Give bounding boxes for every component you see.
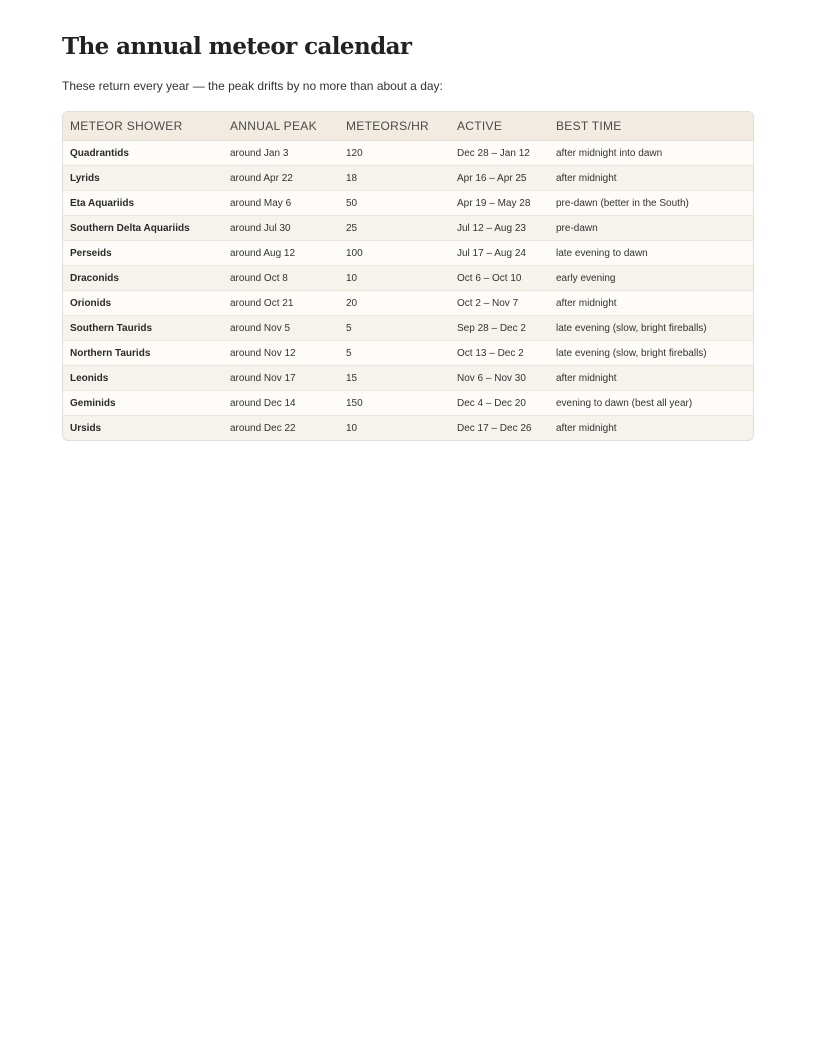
meteors-per-hour-cell: 10 — [339, 416, 450, 441]
best-time-cell: after midnight — [549, 366, 753, 391]
meteors-per-hour-cell: 150 — [339, 391, 450, 416]
best-time-cell: after midnight into dawn — [549, 141, 753, 166]
best-time-cell: after midnight — [549, 166, 753, 191]
table-row — [63, 366, 753, 391]
table-row — [63, 166, 753, 191]
annual-peak-cell: around May 6 — [223, 191, 339, 216]
best-time-cell: evening to dawn (best all year) — [549, 391, 753, 416]
table-row — [63, 341, 753, 366]
active-period-cell: Sep 28 – Dec 2 — [450, 316, 549, 341]
meteors-per-hour-cell: 25 — [339, 216, 450, 241]
annual-peak-cell: around Oct 8 — [223, 266, 339, 291]
annual-peak-cell: around Dec 22 — [223, 416, 339, 441]
table-row — [63, 391, 753, 416]
shower-name-cell: Draconids — [63, 266, 223, 291]
best-time-cell: early evening — [549, 266, 753, 291]
column-header-active: ACTIVE — [450, 112, 549, 141]
table-row — [63, 416, 753, 441]
annual-peak-cell: around Nov 5 — [223, 316, 339, 341]
meteors-per-hour-cell: 20 — [339, 291, 450, 316]
intro-text: These return every year — the peak drifts by no more than about a day: — [62, 79, 443, 93]
table-row — [63, 241, 753, 266]
meteor-calendar-table — [63, 112, 753, 440]
best-time-cell: after midnight — [549, 291, 753, 316]
meteors-per-hour-cell: 10 — [339, 266, 450, 291]
active-period-cell: Jul 12 – Aug 23 — [450, 216, 549, 241]
active-period-cell: Dec 4 – Dec 20 — [450, 391, 549, 416]
meteors-per-hour-cell: 5 — [339, 341, 450, 366]
meteors-per-hour-cell: 18 — [339, 166, 450, 191]
shower-name-cell: Geminids — [63, 391, 223, 416]
shower-name-cell: Perseids — [63, 241, 223, 266]
meteors-per-hour-cell: 120 — [339, 141, 450, 166]
active-period-cell: Apr 16 – Apr 25 — [450, 166, 549, 191]
active-period-cell: Dec 17 – Dec 26 — [450, 416, 549, 441]
annual-peak-cell: around Nov 12 — [223, 341, 339, 366]
table-header — [63, 112, 753, 141]
shower-name-cell: Southern Taurids — [63, 316, 223, 341]
table-row — [63, 266, 753, 291]
annual-peak-cell: around Apr 22 — [223, 166, 339, 191]
shower-name-cell: Orionids — [63, 291, 223, 316]
table-row — [63, 141, 753, 166]
meteors-per-hour-cell: 50 — [339, 191, 450, 216]
meteors-per-hour-cell: 100 — [339, 241, 450, 266]
column-header-best-time: BEST TIME — [549, 112, 753, 141]
best-time-cell: late evening to dawn — [549, 241, 753, 266]
best-time-cell: pre-dawn — [549, 216, 753, 241]
meteors-per-hour-cell: 5 — [339, 316, 450, 341]
annual-peak-cell: around Dec 14 — [223, 391, 339, 416]
annual-peak-cell: around Jan 3 — [223, 141, 339, 166]
annual-peak-cell: around Oct 21 — [223, 291, 339, 316]
table-body — [63, 141, 753, 441]
active-period-cell: Oct 6 – Oct 10 — [450, 266, 549, 291]
annual-peak-cell: around Aug 12 — [223, 241, 339, 266]
meteors-per-hour-cell: 15 — [339, 366, 450, 391]
shower-name-cell: Ursids — [63, 416, 223, 441]
column-header-meteors-per-hour: METEORS/HR — [339, 112, 450, 141]
annual-peak-cell: around Jul 30 — [223, 216, 339, 241]
shower-name-cell: Quadrantids — [63, 141, 223, 166]
page-title: The annual meteor calendar — [62, 33, 412, 60]
table-row — [63, 191, 753, 216]
best-time-cell: after midnight — [549, 416, 753, 441]
table-row — [63, 216, 753, 241]
document-page — [62, 30, 754, 441]
active-period-cell: Oct 2 – Nov 7 — [450, 291, 549, 316]
shower-name-cell: Eta Aquariids — [63, 191, 223, 216]
best-time-cell: pre-dawn (better in the South) — [549, 191, 753, 216]
active-period-cell: Oct 13 – Dec 2 — [450, 341, 549, 366]
best-time-cell: late evening (slow, bright fireballs) — [549, 341, 753, 366]
active-period-cell: Apr 19 – May 28 — [450, 191, 549, 216]
header-row — [63, 112, 753, 141]
meteor-table-container — [62, 111, 754, 441]
active-period-cell: Nov 6 – Nov 30 — [450, 366, 549, 391]
shower-name-cell: Lyrids — [63, 166, 223, 191]
shower-name-cell: Southern Delta Aquariids — [63, 216, 223, 241]
annual-peak-cell: around Nov 17 — [223, 366, 339, 391]
active-period-cell: Dec 28 – Jan 12 — [450, 141, 549, 166]
shower-name-cell: Northern Taurids — [63, 341, 223, 366]
active-period-cell: Jul 17 – Aug 24 — [450, 241, 549, 266]
column-header-meteor-shower: METEOR SHOWER — [63, 112, 223, 141]
best-time-cell: late evening (slow, bright fireballs) — [549, 316, 753, 341]
table-row — [63, 291, 753, 316]
table-row — [63, 316, 753, 341]
column-header-annual-peak: ANNUAL PEAK — [223, 112, 339, 141]
shower-name-cell: Leonids — [63, 366, 223, 391]
